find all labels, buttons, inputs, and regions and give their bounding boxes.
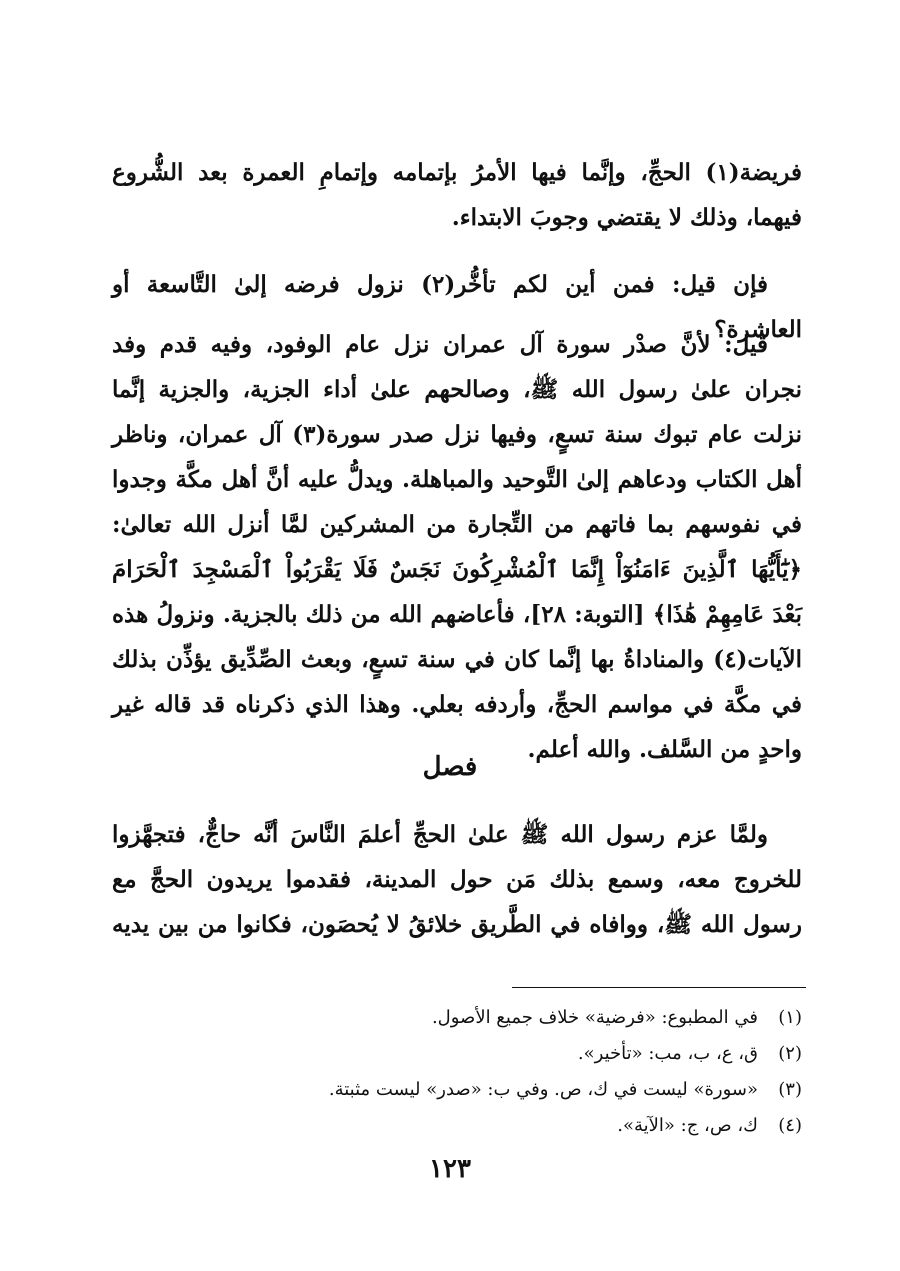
footnote-number: (١)	[778, 1007, 802, 1028]
section-heading: فصل	[422, 752, 478, 782]
footnote-item	[112, 1000, 802, 1036]
footnote-text: ق، ع، ب، مب: «تأخير».	[577, 1043, 758, 1064]
footnote-item	[112, 1108, 802, 1144]
footnote-number: (٢)	[778, 1043, 802, 1064]
paragraph-question-delay: فإن قيل: فمن أين لكم تأخُّر(٢) نزول فرضه إلىٰ التَّاسعة أو العاشرة؟	[112, 271, 802, 343]
footnote-text: «سورة» ليست في ك، ص. وفي ب: «صدر» ليست مثبتة.	[328, 1079, 758, 1100]
paragraph-obligation-of-hajj: فريضة(١) الحجِّ، وإنَّما فيها الأمرُ بإتمامه وإتمامِ العمرة بعد الشُّروع فيهما، وذلك لا يقتضي وجوبَ الابتداء.	[112, 159, 802, 231]
footnotes-list	[112, 1000, 802, 1144]
footnote-item	[112, 1072, 802, 1108]
paragraph-answer-revelation: قيل: لأنَّ صدْر سورة آل عمران نزل عام الوفود، وفيه قدم وفد نجران علىٰ رسول الله ﷺ، وصالحهم علىٰ أداء الجزية، والجزية إنَّما نزلت عام تبوك سنة تسعٍ، وفيها نزل صدر سورة(٣) آل عمران، وناظر أهل الكتاب ودعاهم إلىٰ التَّوحيد والمباهلة. ويدلُّ عليه أنَّ أهل مكَّة وجدوا في نفوسهم بما فاتهم من التِّجارة من المشركين لمَّا أنزل الله تعالىٰ: ﴿يَٰٓأَيُّهَا ٱلَّذِينَ ءَامَنُوٓاْ إِنَّمَا ٱلْمُشْرِكُونَ نَجَسٌ فَلَا يَقْرَبُواْ ٱلْمَسْجِدَ ٱلْحَرَامَ بَعْدَ عَامِهِمْ هَٰذَا﴾ [التوبة: ٢٨]، فأعاضهم الله من ذلك بالجزية. ونزولُ هذه الآيات(٤) والمناداةُ بها إنَّما كان في سنة تسعٍ، وبعث الصِّدِّيق يؤذِّن بذلك في مكَّة في مواسم الحجِّ، وأردفه بعلي. وهذا الذي ذكرناه قد قاله غير واحدٍ من السَّلف. والله أعلم.	[112, 331, 803, 763]
footnote-item	[112, 1036, 802, 1072]
footnote-number: (٣)	[778, 1079, 802, 1100]
page-number: ١٢٣	[429, 1154, 471, 1184]
paragraph-prophet-hajj-intent: ولمَّا عزم رسول الله ﷺ علىٰ الحجِّ أعلمَ النَّاسَ أنَّه حاجٌّ، فتجهَّزوا للخروج معه، وسمع بذلك مَن حول المدينة، فقدموا يريدون الحجَّ مع رسول الله ﷺ، ووافاه في الطَّريق خلائقُ لا يُحصَون، فكانوا من بين يديه	[112, 821, 802, 938]
footnote-text: في المطبوع: «فرضية» خلاف جميع الأصول.	[431, 1007, 758, 1028]
footnote-text: ك، ص، ج: «الآية».	[617, 1115, 758, 1136]
footnote-divider	[512, 987, 806, 988]
footnote-number: (٤)	[778, 1115, 802, 1136]
